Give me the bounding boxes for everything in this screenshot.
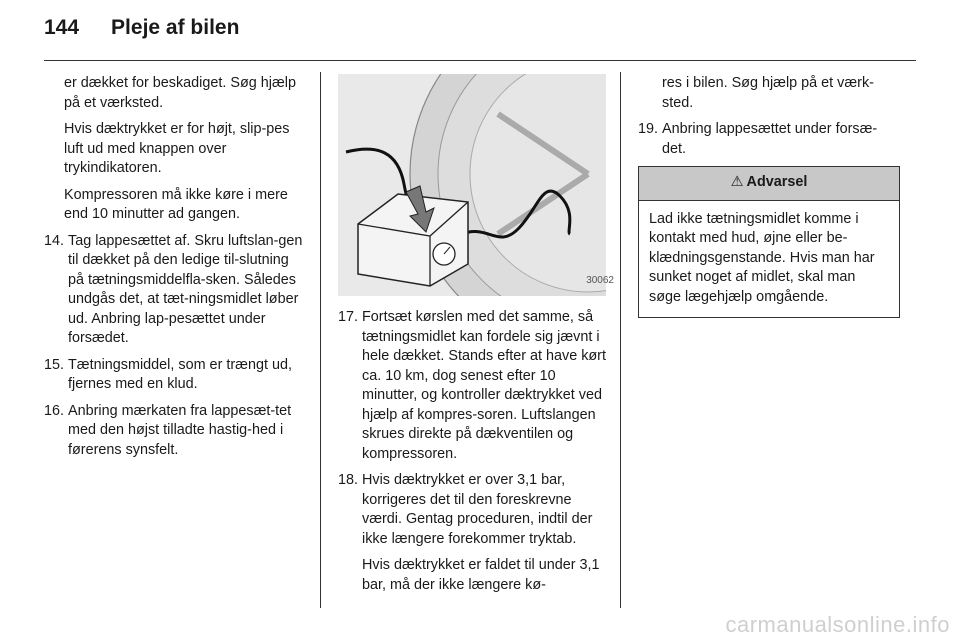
step-item bbox=[44, 402, 306, 461]
step-text: Fortsæt kørslen med det samme, så tætningsmidlet kan fordele sig jævnt i hele dækket. Stands efter at have kørt ca. 10 km, dog senest efter 10 minutter, og kontroller dæktrykket ved hjælp af kompres-soren. Luftslangen skrues direkte på dækventilen og kompressoren. bbox=[362, 309, 606, 462]
step-text: Tag lappesættet af. Skru luftslan-gen til dækket på den ledige til-slutning på tætningsmiddelfla-sken. Således undgås det, at tæt-ningsmidlet løber ud. Anbring lap-pesættet under forsædet. bbox=[68, 232, 303, 346]
step-number: 14. bbox=[44, 232, 65, 249]
step-number: 17. bbox=[338, 309, 359, 325]
page-header bbox=[44, 16, 239, 50]
column-divider-right bbox=[620, 72, 621, 608]
step-number: 15. bbox=[44, 356, 65, 373]
page-title: Pleje af bilen bbox=[111, 16, 240, 39]
warning-header bbox=[639, 167, 899, 201]
middle-column bbox=[338, 74, 614, 602]
warning-title: Advarsel bbox=[746, 174, 808, 190]
step-text: Hvis dæktrykket er over 3,1 bar, korrigeres det til den foreskrevne værdi. Gentag proceduren, indtil der ikke længere forekommer tryktab. bbox=[362, 472, 593, 547]
compressor-illustration bbox=[338, 74, 620, 296]
paragraph: Kompressoren må ikke køre i mere end 10 minutter ad gangen. bbox=[64, 186, 288, 222]
warning-box bbox=[638, 166, 900, 318]
warning-text: Lad ikke tætningsmidlet komme i kontakt med hud, øjne eller be-klædningsgenstande. Hvis man har sunket noget af midlet, skal man søge lægehjælp omgående. bbox=[649, 210, 875, 305]
page-number: 144 bbox=[44, 16, 80, 39]
column-divider-left bbox=[320, 72, 321, 608]
step-item bbox=[44, 356, 306, 395]
step-number: 16. bbox=[44, 402, 65, 419]
step-item bbox=[44, 232, 306, 349]
header-divider bbox=[44, 60, 916, 61]
paragraph: Hvis dæktrykket er faldet til under 3,1 bar, må der ikke længere kø- bbox=[362, 557, 600, 593]
watermark: carmanualsonline.info bbox=[725, 612, 950, 637]
warning-icon: ⚠ bbox=[730, 174, 744, 190]
left-column bbox=[44, 74, 306, 467]
right-column bbox=[638, 74, 900, 318]
step-text: Anbring mærkaten fra lappesæt-tet med den højst tilladte hastig-hed i førerens synsfelt. bbox=[68, 402, 292, 458]
step-item bbox=[638, 120, 900, 159]
step-number: 19. bbox=[638, 121, 659, 137]
paragraph: Hvis dæktrykket er for højt, slip-pes luft ud med knappen over trykindikatoren. bbox=[64, 121, 290, 176]
step-item bbox=[338, 471, 606, 549]
figure-number: 30062 bbox=[586, 274, 614, 286]
step-item bbox=[338, 308, 606, 464]
compressor-tire-drawing bbox=[338, 74, 606, 296]
step-text: Anbring lappesættet under forsæ-det. bbox=[662, 121, 878, 157]
step-number: 18. bbox=[338, 472, 359, 488]
step-text: Tætningsmiddel, som er trængt ud, fjernes med en klud. bbox=[68, 356, 292, 392]
paragraph: er dækket for beskadiget. Søg hjælp på et værksted. bbox=[64, 75, 296, 111]
paragraph: res i bilen. Søg hjælp på et værk-sted. bbox=[662, 75, 874, 111]
